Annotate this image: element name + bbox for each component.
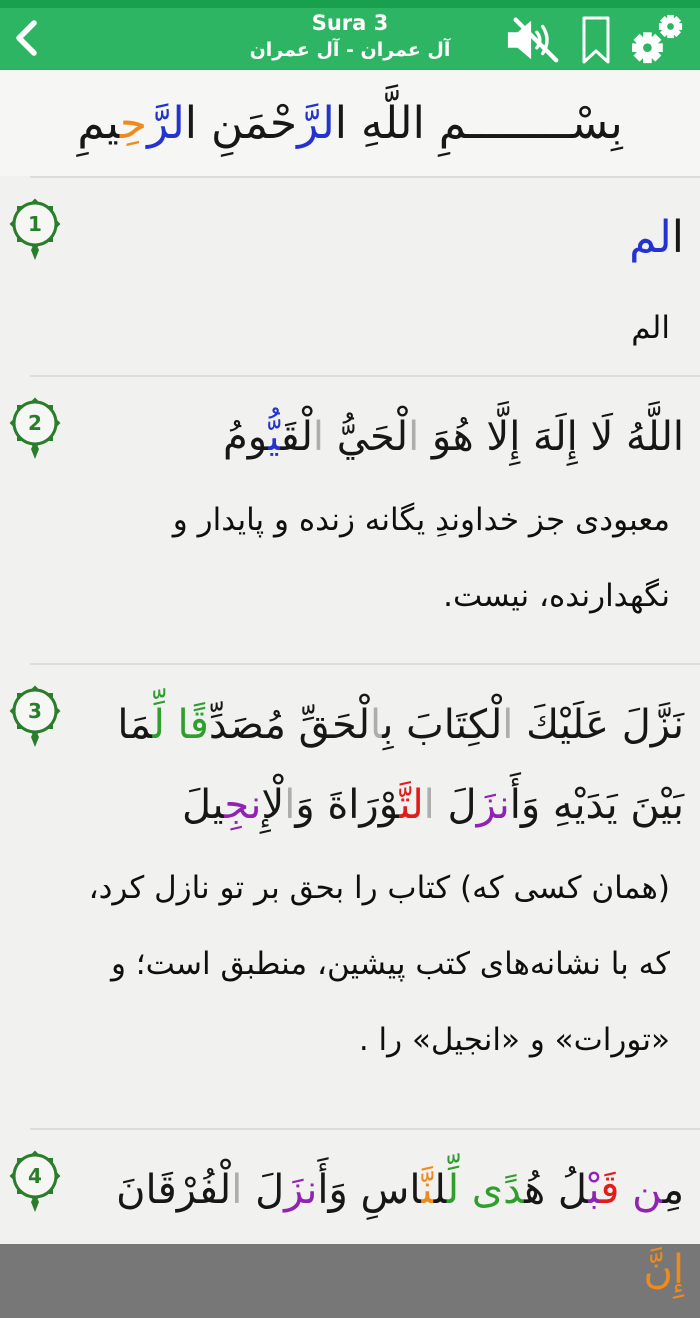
- svg-text:1: 1: [28, 212, 42, 236]
- verse-number-badge: [8, 196, 62, 266]
- verse-translation-text: (همان کسی که) کتاب را بحق بر تو نازل کرد، که با نشانه‌های کتب پیشین، منطبق است؛ و «تورات» و «انجیل» را .: [88, 870, 670, 1058]
- svg-text:2: 2: [28, 411, 42, 436]
- verse-row[interactable]: [0, 663, 700, 1128]
- verse-arabic-text: اللَّهُ لَا إِلَهَ إِلَّا هُوَ الْحَيُّ الْقَ‍‍يُّ‍‍ومُ: [222, 414, 684, 461]
- svg-text:4: 4: [28, 1164, 42, 1189]
- verse-translation-text: معبودی جز خداوندِ یگانه زنده و پایدار و نگهدارنده، نیست.: [172, 502, 670, 615]
- verse-row[interactable]: [0, 375, 700, 663]
- page-title: Sura 3: [311, 11, 389, 35]
- header-actions: [506, 14, 686, 66]
- speaker-muted-icon: [506, 17, 562, 63]
- bookmark-icon: [580, 15, 612, 65]
- verse-row[interactable]: [0, 1128, 700, 1318]
- verse-row[interactable]: [0, 176, 700, 375]
- nav-bar: [0, 8, 700, 70]
- settings-button[interactable]: [630, 14, 686, 66]
- mute-button[interactable]: [506, 17, 562, 63]
- bismillah-banner: [0, 70, 700, 176]
- page-subtitle: آل عمران - آل عمران: [249, 39, 451, 61]
- gears-icon: [630, 14, 686, 66]
- svg-text:3: 3: [28, 699, 42, 724]
- verse-translation-text: الم: [631, 310, 670, 347]
- verse-number-badge: [8, 1148, 62, 1218]
- verse-arabic-text: الم: [629, 212, 684, 263]
- verse-number-badge: [8, 683, 62, 753]
- verse-arabic-text: نَزَّلَ عَلَيْكَ الْكِتَابَ بِالْحَقِّ مُصَدِّقًا لِّ‍‍مَا بَيْنَ يَدَيْهِ وَأَنزَلَ التَّ‍‍وْرَاةَ وَالْإِنجِ‍‍يلَ: [117, 702, 684, 829]
- bookmark-button[interactable]: [580, 15, 612, 65]
- verse-divider: [30, 663, 700, 665]
- verse-arabic-text: مِ‍‍ن قَ‍‍بْ‍‍لُ هُ‍‍دًى لِّ‍‍ل‍‍نَّ‍‍اسِ وَأَنزَلَ الْفُرْقَانَ إِنَّ: [116, 1167, 684, 1294]
- verse-divider: [30, 375, 700, 377]
- status-bar: [0, 0, 700, 8]
- verse-divider: [30, 176, 700, 178]
- verse-list: [0, 176, 700, 1318]
- verse-divider: [30, 1128, 700, 1130]
- bismillah-text: بِسْــــــــمِ اللَّهِ الرَّحْمَنِ الرَّحِ‍‍يمِ: [77, 97, 623, 149]
- app-header: [0, 0, 700, 70]
- verse-number-badge: [8, 395, 62, 465]
